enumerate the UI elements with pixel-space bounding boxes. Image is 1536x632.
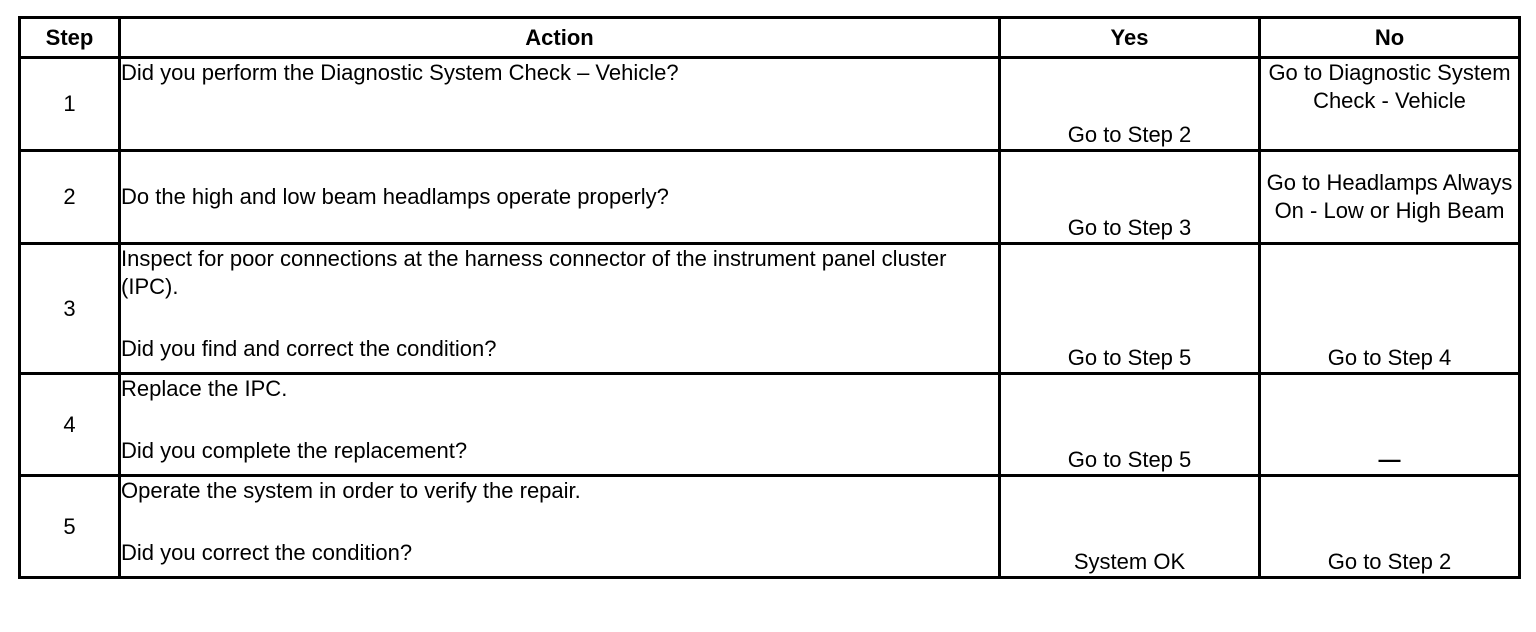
step-number: 4 — [20, 374, 120, 476]
action-question: Did you complete the replacement? — [121, 438, 468, 463]
yes-result: Go to Step 5 — [1000, 244, 1260, 374]
action-instruction: Replace the IPC. — [121, 376, 288, 401]
table-row-step-4 — [20, 374, 1520, 476]
step-number: 3 — [20, 244, 120, 374]
diagnostic-table — [18, 16, 1521, 579]
no-result: — — [1260, 374, 1520, 476]
step-number: 2 — [20, 151, 120, 244]
header-step: Step — [20, 18, 120, 58]
yes-result: Go to Step 3 — [1000, 151, 1260, 244]
table-row-step-5 — [20, 476, 1520, 578]
action-cell — [120, 244, 1000, 374]
no-result: Go to Step 4 — [1260, 244, 1520, 374]
step-number: 5 — [20, 476, 120, 578]
yes-result: System OK — [1000, 476, 1260, 578]
action-question: Did you correct the condition? — [121, 540, 413, 565]
no-result: Go to Headlamps Always On - Low or High Beam — [1260, 151, 1520, 244]
header-action: Action — [120, 18, 1000, 58]
yes-result: Go to Step 2 — [1000, 58, 1260, 151]
action-question: Do the high and low beam headlamps operate properly? — [121, 184, 669, 209]
action-cell — [120, 151, 1000, 244]
header-no: No — [1260, 18, 1520, 58]
action-instruction: Inspect for poor connections at the harness connector of the instrument panel cluster (IPC). — [121, 246, 947, 299]
header-yes: Yes — [1000, 18, 1260, 58]
action-instruction: Operate the system in order to verify the repair. — [121, 478, 581, 503]
step-number: 1 — [20, 58, 120, 151]
action-cell — [120, 374, 1000, 476]
table-row-step-2 — [20, 151, 1520, 244]
action-question: Did you find and correct the condition? — [121, 336, 497, 361]
action-cell — [120, 58, 1000, 151]
table-row-step-1 — [20, 58, 1520, 151]
action-instruction: Did you perform the Diagnostic System Check – Vehicle? — [121, 60, 679, 85]
yes-result: Go to Step 5 — [1000, 374, 1260, 476]
header-row — [20, 18, 1520, 58]
table-row-step-3 — [20, 244, 1520, 374]
no-result: Go to Step 2 — [1260, 476, 1520, 578]
action-cell — [120, 476, 1000, 578]
no-result: Go to Diagnostic System Check - Vehicle — [1260, 58, 1520, 151]
